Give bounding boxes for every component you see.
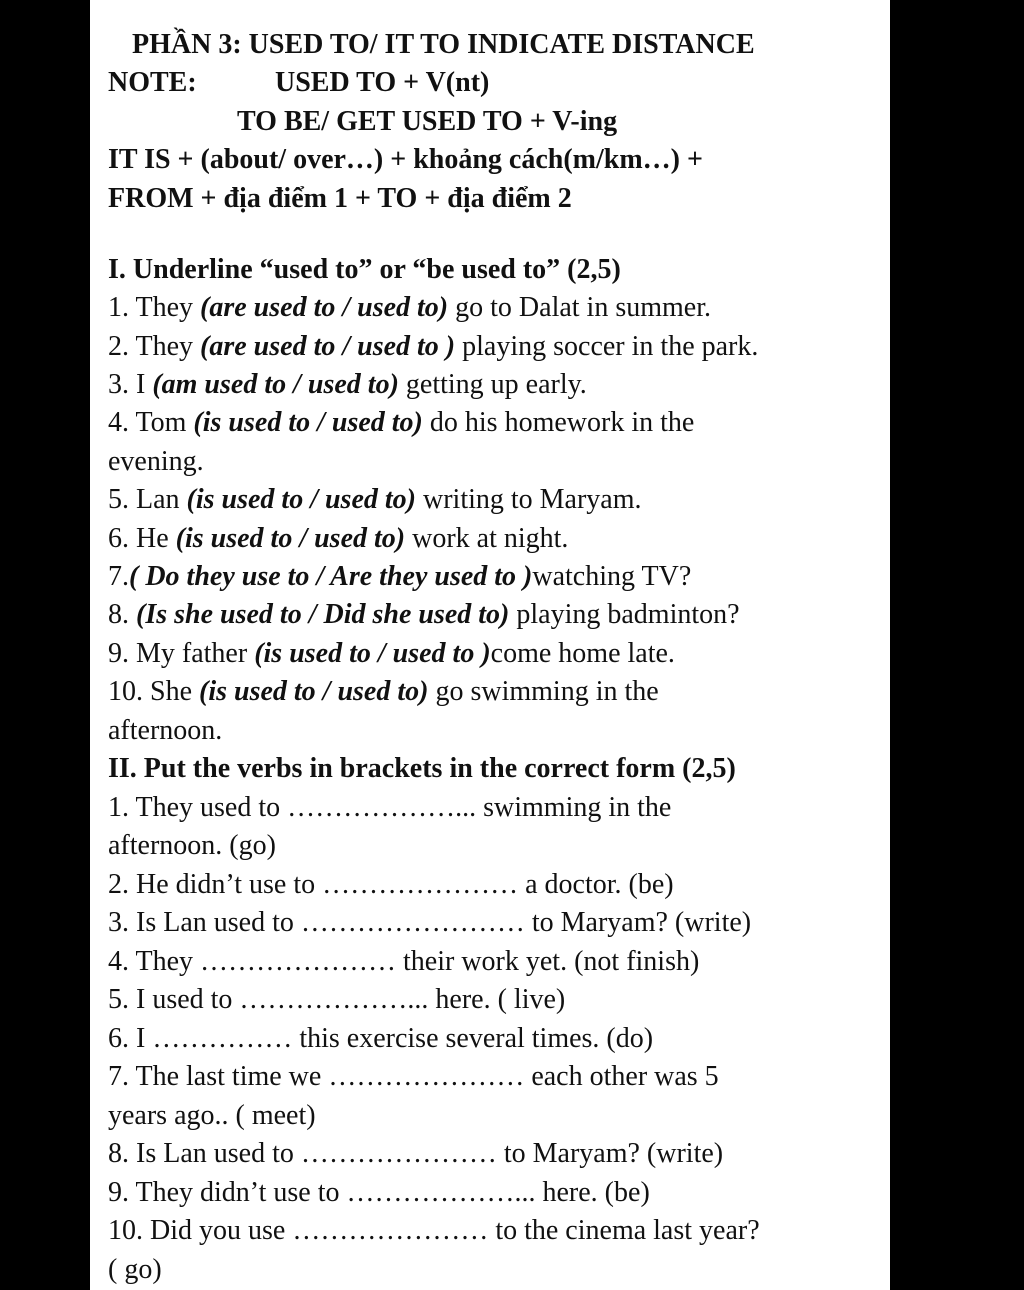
- item-prefix: 6. He: [108, 523, 176, 554]
- item-suffix: go to Dalat in summer.: [448, 292, 711, 323]
- item-prefix: 9. My father: [108, 638, 255, 669]
- item-suffix: playing soccer in the park.: [455, 331, 759, 362]
- item-suffix: writing to Maryam.: [416, 484, 642, 515]
- exercise2-line: 3. Is Lan used to …………………… to Maryam? (write): [108, 907, 752, 938]
- item-suffix: watching TV?: [532, 561, 692, 592]
- item-suffix: do his homework in the: [422, 407, 695, 438]
- exercise1-item-4-continued: evening.: [108, 446, 204, 477]
- item-options: (is used to / used to): [193, 407, 423, 438]
- item-prefix: 4. Tom: [108, 407, 194, 438]
- exercise1-item-5: [108, 483, 642, 517]
- exercise2-line: 2. He didn’t use to ………………… a doctor. (be): [108, 869, 674, 900]
- exercise1-item-9: [108, 637, 675, 671]
- exercise2-line: 4. They ………………… their work yet. (not finish): [108, 946, 700, 977]
- item-options: (is used to / used to): [199, 676, 429, 707]
- item-options: ( Do they use to / Are they used to ): [129, 561, 533, 592]
- exercise1-item-10-continued: afternoon.: [108, 715, 223, 746]
- note-rule-distance-line1: IT IS + (about/ over…) + khoảng cách(m/km…) +: [108, 144, 703, 175]
- section2-heading: II. Put the verbs in brackets in the correct form (2,5): [108, 753, 736, 784]
- item-prefix: 1. They: [108, 292, 201, 323]
- note-label: NOTE:: [108, 67, 197, 98]
- item-options: (is used to / used to): [175, 523, 406, 554]
- exercise1-item-3: [108, 368, 587, 402]
- exercise2-line: 7. The last time we ………………… each other was 5: [108, 1061, 719, 1092]
- item-prefix: 5. Lan: [108, 484, 187, 515]
- section1-heading: I. Underline “used to” or “be used to” (2,5): [108, 254, 621, 285]
- exercise2-line: 6. I …………… this exercise several times. (do): [108, 1023, 654, 1054]
- exercise2-line: 5. I used to ………………... here. ( live): [108, 984, 566, 1015]
- exercise1-item-7: [108, 560, 691, 594]
- exercise2-line: 9. They didn’t use to ………………... here. (be): [108, 1177, 650, 1208]
- exercise2-line: ( go): [108, 1254, 162, 1285]
- item-options: (are used to / used to ): [200, 331, 456, 362]
- item-options: (Is she used to / Did she used to): [136, 599, 510, 630]
- exercise1-item-4: [108, 406, 694, 440]
- note-rule-be-used-to: TO BE/ GET USED TO + V-ing: [237, 106, 618, 137]
- item-suffix: getting up early.: [398, 369, 587, 400]
- exercise1-item-1: [108, 291, 711, 325]
- exercise2-line: years ago.. ( meet): [108, 1100, 316, 1131]
- page-title: PHẦN 3: USED TO/ IT TO INDICATE DISTANCE: [132, 29, 755, 60]
- item-options: (am used to / used to): [152, 369, 399, 400]
- item-options: (is used to / used to): [186, 484, 416, 515]
- item-prefix: 10. She: [108, 676, 199, 707]
- item-options: (is used to / used to ): [254, 638, 491, 669]
- item-options: (are used to / used to): [200, 292, 449, 323]
- note-rule-used-to: USED TO + V(nt): [275, 67, 490, 98]
- exercise2-line: 8. Is Lan used to ………………… to Maryam? (write): [108, 1138, 724, 1169]
- item-suffix: playing badminton?: [509, 599, 740, 630]
- item-prefix: 3. I: [108, 369, 153, 400]
- exercise1-item-6: [108, 522, 568, 556]
- item-suffix: come home late.: [490, 638, 675, 669]
- exercise1-item-10: [108, 675, 659, 709]
- note-rule-distance-line2: FROM + địa điểm 1 + TO + địa điểm 2: [108, 183, 572, 214]
- item-prefix: 7.: [108, 561, 129, 592]
- exercise2-line: afternoon. (go): [108, 830, 276, 861]
- exercise1-item-2: [108, 330, 758, 364]
- exercise1-item-8: [108, 598, 740, 632]
- exercise2-line: 1. They used to ………………... swimming in the: [108, 792, 672, 823]
- item-suffix: work at night.: [405, 523, 569, 554]
- exercise2-line: 10. Did you use ………………… to the cinema last year?: [108, 1215, 760, 1246]
- item-prefix: 8.: [108, 599, 136, 630]
- worksheet-page: [90, 0, 890, 1290]
- item-suffix: go swimming in the: [428, 676, 659, 707]
- item-prefix: 2. They: [108, 331, 201, 362]
